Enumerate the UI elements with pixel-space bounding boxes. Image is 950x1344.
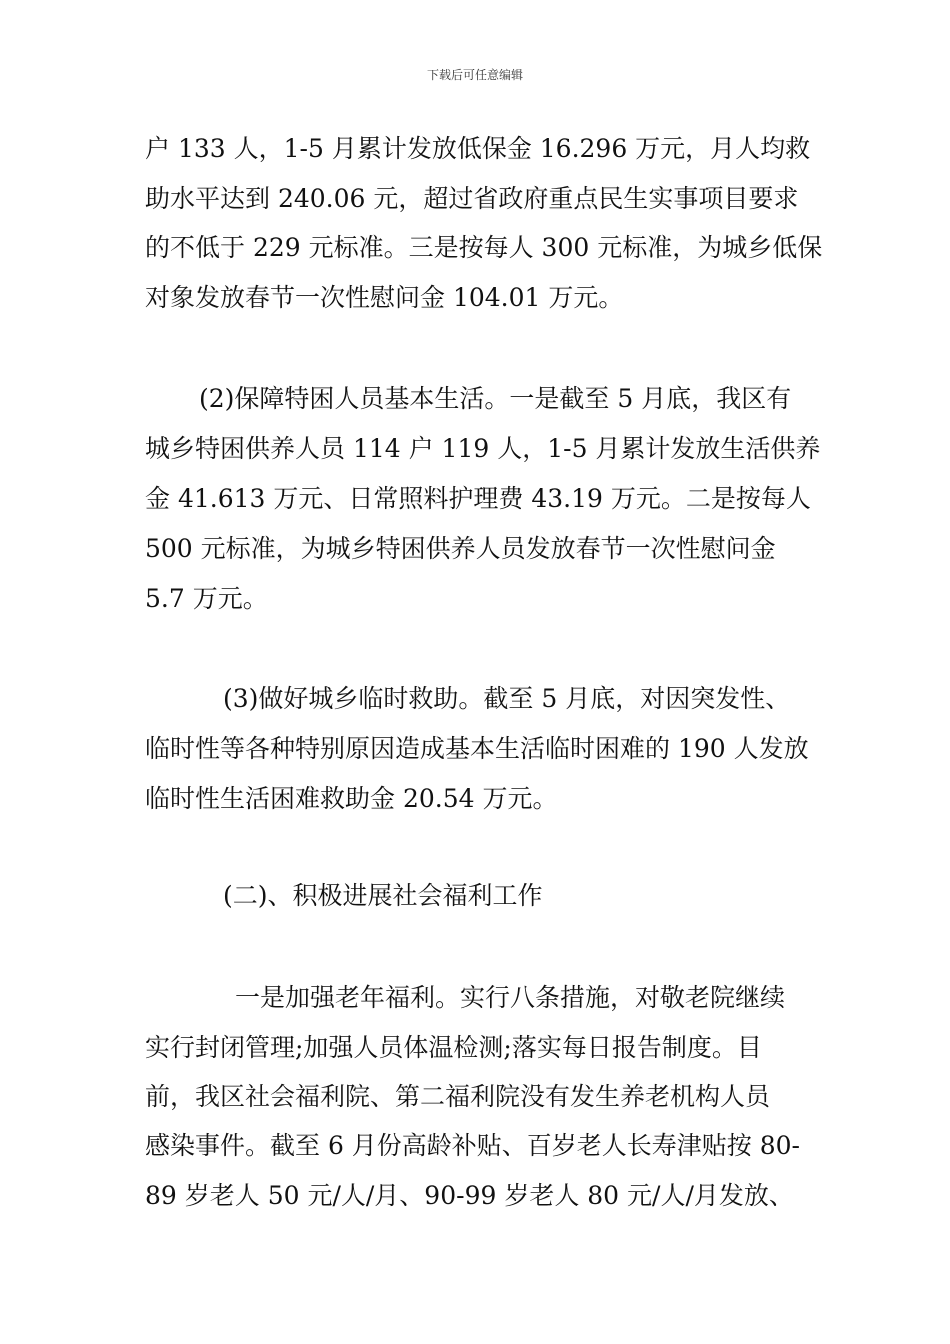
text-line: 一是加强老年福利。实行八条措施，对敬老院继续 bbox=[235, 983, 786, 1012]
text-line: 感染事件。截至 6 月份高龄补贴、百岁老人长寿津贴按 80- bbox=[145, 1131, 801, 1160]
text-line: 金 41.613 万元、日常照料护理费 43.19 万元。二是按每人 bbox=[145, 484, 811, 513]
text-line: 城乡特困供养人员 114 户 119 人，1-5 月累计发放生活供养 bbox=[145, 434, 821, 463]
text-line: (3)做好城乡临时救助。截至 5 月底，对因突发性、 bbox=[223, 684, 791, 713]
text-line: 临时性生活困难救助金 20.54 万元。 bbox=[145, 784, 558, 813]
text-line: 5.7 万元。 bbox=[145, 584, 268, 613]
text-line: 实行封闭管理;加强人员体温检测;落实每日报告制度。目 bbox=[145, 1033, 762, 1062]
text-line: 助水平达到 240.06 元，超过省政府重点民生实事项目要求 bbox=[145, 184, 799, 213]
text-line: (2)保障特困人员基本生活。一是截至 5 月底，我区有 bbox=[199, 384, 792, 413]
text-line: 前，我区社会福利院、第二福利院没有发生养老机构人员 bbox=[145, 1082, 771, 1111]
text-line: 对象发放春节一次性慰问金 104.01 万元。 bbox=[145, 283, 624, 312]
text-line: 89 岁老人 50 元/人/月、90-99 岁老人 80 元/人/月发放、 bbox=[145, 1181, 794, 1210]
text-line: 户 133 人，1-5 月累计发放低保金 16.296 万元，月人均救 bbox=[145, 134, 811, 163]
text-line: 临时性等各种特别原因造成基本生活临时困难的 190 人发放 bbox=[145, 734, 809, 763]
section-heading: (二)、积极进展社会福利工作 bbox=[223, 881, 543, 910]
page-header: 下载后可任意编辑 bbox=[426, 68, 523, 82]
text-line: 的不低于 229 元标准。三是按每人 300 元标准，为城乡低保 bbox=[145, 233, 823, 262]
text-line: 500 元标准，为城乡特困供养人员发放春节一次性慰问金 bbox=[145, 534, 776, 563]
